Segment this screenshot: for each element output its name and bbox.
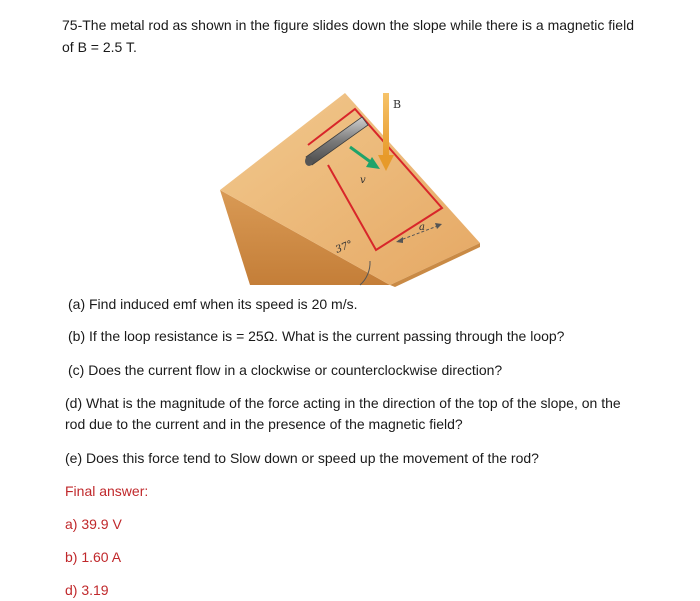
problem-title-line2: of B = 2.5 T. [62, 39, 137, 55]
label-a: a [419, 222, 425, 233]
inclined-plane-figure [200, 75, 480, 290]
label-angle: 37° [334, 238, 355, 256]
answer-b: b) 1.60 A [65, 549, 122, 565]
problem-title-line1: 75-The metal rod as shown in the figure slides down the slope while there is a magnetic field [62, 17, 634, 33]
label-v: v [360, 175, 366, 186]
question-d-line2: rod due to the current and in the presence of the magnetic field? [65, 416, 463, 432]
final-answer-label: Final answer: [65, 483, 149, 499]
label-b: B [393, 98, 402, 111]
magnetic-field-arrow [378, 93, 394, 171]
answer-a: a) 39.9 V [65, 516, 122, 532]
question-c: (c) Does the current flow in a clockwise or counterclockwise direction? [68, 362, 503, 378]
question-e: (e) Does this force tend to Slow down or speed up the movement of the rod? [65, 450, 539, 466]
question-d-line1: (d) What is the magnitude of the force acting in the direction of the top of the slope, on the [65, 395, 621, 411]
question-b: (b) If the loop resistance is = 25Ω. What is the current passing through the loop? [68, 328, 565, 344]
answer-d: d) 3.19 [65, 582, 109, 598]
question-a: (a) Find induced emf when its speed is 20 m/s. [68, 296, 358, 312]
